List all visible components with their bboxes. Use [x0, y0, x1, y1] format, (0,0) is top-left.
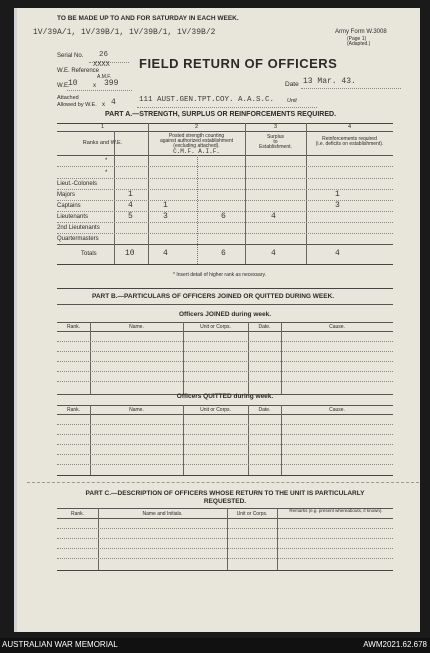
totals-we: 10 — [125, 249, 135, 258]
top-note: TO BE MADE UP TO AND FOR SATURDAY IN EACH WEEK. — [57, 15, 239, 22]
part-c-col-name: Name and Initials. — [142, 511, 183, 517]
date-rule — [301, 88, 401, 89]
we-reference-value: XXXX — [93, 61, 110, 69]
header-posted-2: against authorized establishment — [159, 138, 234, 144]
lieutenants-aif: 6 — [221, 212, 226, 221]
quitted-col-cause: Cause. — [329, 407, 345, 413]
row-label-majors: Majors — [57, 192, 76, 198]
header-posted-3: (excluding attached). — [173, 143, 220, 149]
part-b-title: PART B.—PARTICULARS OF OFFICERS JOINED OR QUITTED DURING WEEK. — [92, 293, 335, 300]
part-c-col-rank: Rank. — [70, 511, 85, 517]
header-posted-sub: C.M.F. A.I.F. — [173, 148, 220, 155]
part-a-footnote: * Insert detail of higher rank as necessary. — [173, 272, 267, 278]
allowed-label: Allowed by W.E. — [57, 102, 97, 108]
header-ranks: Ranks and W.E. — [82, 140, 123, 146]
row-label-lieut-colonels: Lieut.-Colonels — [57, 181, 98, 187]
joined-title: Officers JOINED during week. — [178, 311, 272, 318]
quitted-col-unit: Unit or Corps. — [200, 407, 231, 413]
row-label-captains: Captains — [57, 203, 81, 209]
quitted-col-date: Date. — [258, 407, 271, 413]
we-rule — [67, 90, 132, 91]
header-surplus-1: Surplus — [267, 134, 284, 140]
captains-cmf: 1 — [163, 201, 168, 210]
joined-col-name: Name. — [129, 324, 144, 330]
header-reinf-1: Reinforcements required — [322, 136, 377, 142]
header-reinf-2: (i.e. deficits on establishment). — [315, 141, 384, 147]
quitted-col-name: Name. — [129, 407, 144, 413]
quitted-title: Officers QUITTED during week. — [176, 393, 274, 400]
totals-surplus: 4 — [271, 249, 276, 258]
lieutenants-we: 5 — [128, 212, 133, 221]
attached-label: Attached — [57, 95, 79, 101]
unit-value: 111 AUST.GEN.TPT.COY. A.A.S.C. — [139, 96, 275, 104]
part-c-col-remarks: Remarks (e.g. present whereabouts, if known). — [289, 508, 383, 513]
row-label-lieutenants: Lieutenants — [57, 214, 89, 220]
part-c-title-2: REQUESTED. — [203, 498, 247, 505]
totals-aif: 6 — [221, 249, 226, 258]
col-num-2: 2 — [194, 124, 199, 130]
lieutenants-cmf: 3 — [163, 212, 168, 221]
fold-line — [27, 482, 419, 483]
allowed-value: 4 — [111, 98, 116, 107]
unit-label: Unit — [287, 98, 297, 104]
part-c-title-1: PART C.—DESCRIPTION OF OFFICERS WHOSE RETURN TO THE UNIT IS PARTICULARLY — [85, 490, 365, 497]
col-num-4: 4 — [347, 124, 352, 130]
majors-we: 1 — [128, 190, 133, 199]
army-form-number: Army Form W.3008 — [335, 29, 387, 35]
totals-reinf: 4 — [335, 249, 340, 258]
header-surplus-3: Establishment. — [259, 144, 292, 150]
we-label: W.E. — [57, 83, 70, 89]
majors-reinf: 1 — [335, 190, 340, 199]
serial-value: 26 — [99, 51, 109, 59]
form-sheet: TO BE MADE UP TO AND FOR SATURDAY IN EACH WEEK. Army Form W.3008 (Page 1) (Adapted.) 1V/39A/1, 1V/39B/1, 1V/39B/1, 1V/39B/2 Serial No. 26 W.E. Reference XXXX A.M.F. W.E. 10 x 399 Attached Allowed by W.E. x 4 FIELD RETURN OF OFFICERS Date 13 Mar. 43. 111 AUST.GEN.TPT.COY. A.A.S.C. Unit PART A.—STRENGTH, SURPLUS OR REINFORCEMENTS REQUIRED. 1 2 3 4 Ranks and W.E. Posted strength counting against authorized establishment (excluding attached). C.M.F. A.I.F. Surplus to Establishment. Reinforcements required (i.e. deficits on establishment). * * Lieut.-Colonels Majors Captains Lieutenants 2nd Lieutenants Quartermasters 1 1 4 1 3 5 3 6 4 Totals 10 4 6 4 4 * Insert detail of higher rank as necessary. PART B.—PARTICULARS OF OFFICERS JOINED OR QUITTED DURING WEEK. Officers JOINED during week. Rank. Name. Unit or Corps. Date. Cause. Officers QUITTED during week. Rank. Name. Unit or Corps. Date. Cause. PART C.—DESCRIPTION OF OFFICERS WHOSE RETURN TO THE UNIT IS PARTICULARLY REQUESTED. Rank. Name and Initials. Unit or Corps. Remarks (e.g. present whereabouts, if known). — [14, 8, 420, 632]
typed-file-refs: 1V/39A/1, 1V/39B/1, 1V/39B/1, 1V/39B/2 — [33, 28, 216, 37]
totals-cmf: 4 — [163, 249, 168, 258]
row-label-2nd-lieutenants: 2nd Lieutenants — [57, 225, 100, 231]
quitted-col-rank: Rank. — [66, 407, 81, 413]
totals-label: Totals — [81, 251, 97, 257]
col-num-1: 1 — [100, 124, 105, 130]
joined-col-rank: Rank. — [66, 324, 81, 330]
part-c-col-unit: Unit or Corps. — [236, 511, 268, 517]
header-surplus-2: to — [273, 139, 278, 145]
part-a-bottom-rule — [57, 264, 393, 265]
header-posted-1: Posted strength counting — [168, 133, 225, 139]
captains-we: 4 — [128, 201, 133, 210]
joined-col-cause: Cause. — [329, 324, 345, 330]
archive-caption-bar — [0, 638, 430, 653]
date-label: Date — [285, 81, 299, 88]
unit-rule — [137, 107, 317, 108]
lieutenants-surplus: 4 — [271, 212, 276, 221]
row-label-asterisk-1: * — [105, 158, 108, 164]
army-form-adapted: (Adapted.) — [347, 41, 371, 47]
joined-col-date: Date. — [258, 324, 271, 330]
amf-label: A.M.F. — [97, 74, 112, 80]
form-title: FIELD RETURN OF OFFICERS — [139, 56, 338, 71]
row-label-quartermasters: Quartermasters — [57, 236, 99, 242]
part-a-title: PART A.—STRENGTH, SURPLUS OR REINFORCEMENTS REQUIRED. — [105, 111, 337, 118]
col-num-3: 3 — [273, 124, 278, 130]
joined-col-unit: Unit or Corps. — [200, 324, 231, 330]
archive-accession-number: AWM2021.62.678 — [363, 640, 427, 649]
we-x-value: 399 — [104, 79, 119, 88]
row-label-asterisk-2: * — [105, 170, 108, 176]
serial-label: Serial No. — [57, 53, 84, 59]
captains-reinf: 3 — [335, 201, 340, 210]
date-value: 13 Mar. 43. — [303, 77, 356, 86]
army-form-page: (Page 1) — [347, 36, 367, 42]
we-reference-label: W.E. Reference — [57, 68, 100, 74]
we-value: 10 — [68, 79, 78, 88]
archive-name: AUSTRALIAN WAR MEMORIAL — [2, 640, 118, 649]
